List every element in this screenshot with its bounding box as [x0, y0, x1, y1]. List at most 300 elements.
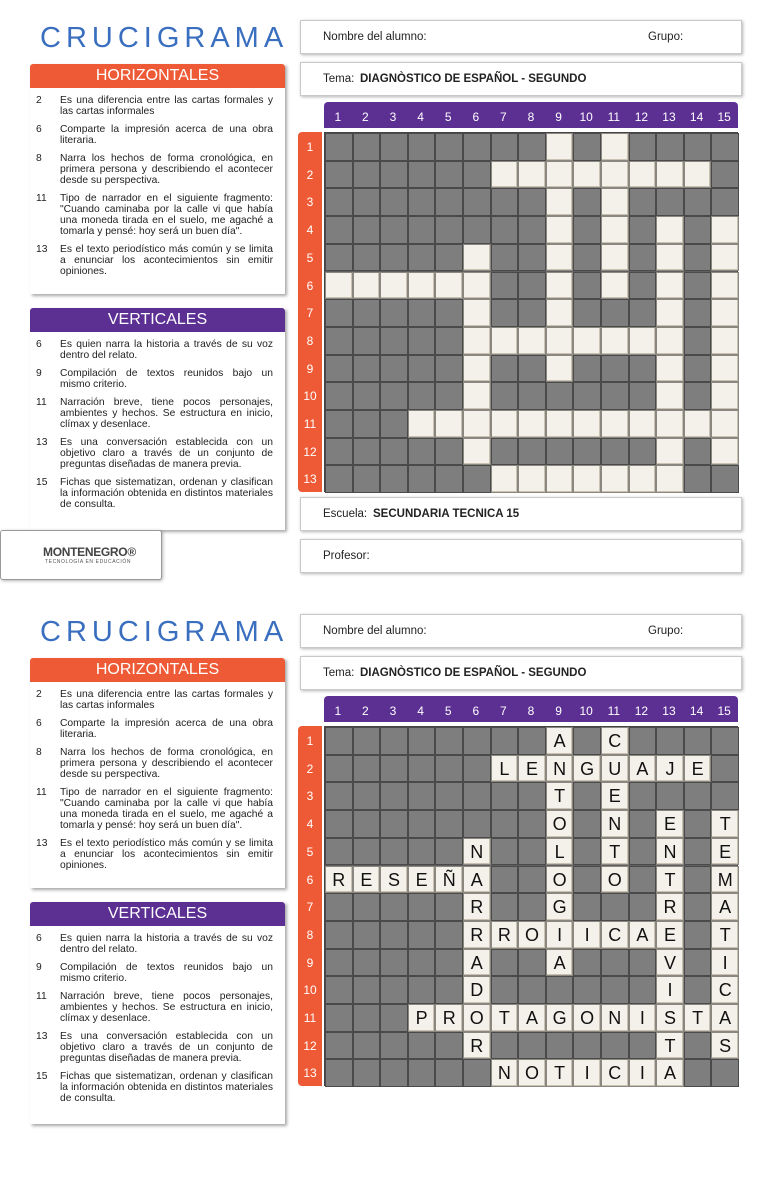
crossword-letter-cell [601, 727, 629, 755]
clue-text: Narración breve, tiene pocos personajes, ambientes y hechos. Se estructura en inicio, clímax y desenlace. [60, 397, 273, 430]
crossword-letter-cell[interactable] [656, 216, 684, 244]
crossword-letter-cell [601, 838, 629, 866]
crossword-blocked-cell [684, 782, 712, 810]
crossword-letter-cell[interactable] [491, 465, 519, 493]
crossword-blocked-cell [629, 949, 657, 977]
crossword-letter-cell[interactable] [546, 188, 574, 216]
crossword-letter-cell[interactable] [656, 355, 684, 383]
row-number: 12 [303, 444, 317, 459]
crossword-letter-cell[interactable] [546, 410, 574, 438]
row-number: 8 [306, 333, 314, 348]
crossword-blocked-cell [408, 810, 436, 838]
crossword-letter-cell[interactable] [518, 465, 546, 493]
crossword-blocked-cell [380, 1004, 408, 1032]
clue-item [34, 933, 273, 955]
crossword-letter: L [499, 758, 510, 779]
crossword-blocked-cell [711, 782, 739, 810]
crossword-letter-cell [601, 782, 629, 810]
column-number: 14 [689, 110, 704, 124]
column-number: 7 [500, 704, 507, 718]
crossword-letter-cell[interactable] [463, 355, 491, 383]
column-numbers [324, 696, 738, 722]
crossword-letter-cell[interactable] [711, 355, 739, 383]
crossword-letter-cell[interactable] [546, 244, 574, 272]
crossword-letter-cell[interactable] [601, 244, 629, 272]
crossword-letter-cell[interactable] [573, 327, 601, 355]
crossword-blocked-cell [491, 782, 519, 810]
crossword-letter-cell [546, 810, 574, 838]
crossword-letter-cell[interactable] [463, 299, 491, 327]
crossword-letter-cell [463, 949, 491, 977]
crossword-blocked-cell [325, 438, 353, 466]
clue-text: Es quien narra la historia a través de su voz dentro del relato. [60, 933, 273, 955]
crossword-letter-cell [573, 755, 601, 783]
row-number: 12 [303, 1038, 317, 1053]
crossword-letter-cell[interactable] [684, 161, 712, 189]
crossword-blocked-cell [684, 216, 712, 244]
crossword-blocked-cell [325, 382, 353, 410]
teacher-field[interactable] [300, 539, 742, 573]
crossword-letter-cell[interactable] [629, 410, 657, 438]
crossword-blocked-cell [546, 1032, 574, 1060]
clue-text: Compilación de textos reunidos bajo un mismo criterio. [60, 368, 273, 390]
crossword-letter-cell [629, 921, 657, 949]
crossword-blocked-cell [491, 976, 519, 1004]
crossword-letter: A [636, 758, 649, 779]
crossword-letter-cell[interactable] [684, 410, 712, 438]
crossword-blocked-cell [573, 810, 601, 838]
crossword-letter-cell[interactable] [491, 410, 519, 438]
crossword-blocked-cell [684, 272, 712, 300]
crossword-letter-cell [656, 976, 684, 1004]
crossword-letter-cell [463, 866, 491, 894]
crossword-blocked-cell [380, 244, 408, 272]
crossword-letter-cell [684, 755, 712, 783]
crossword-blocked-cell [491, 272, 519, 300]
crossword-blocked-cell [518, 866, 546, 894]
crossword-letter-cell [711, 976, 739, 1004]
crossword-blocked-cell [684, 188, 712, 216]
crossword-blocked-cell [408, 355, 436, 383]
crossword-blocked-cell [353, 782, 381, 810]
crossword-letter: A [663, 1063, 676, 1084]
clue-item [34, 689, 273, 711]
crossword-blocked-cell [629, 382, 657, 410]
clue-text: Fichas que sistematizan, ordenan y clasifican la información obtenida en distintos materiales de consulta. [60, 477, 273, 510]
crossword-blocked-cell [573, 866, 601, 894]
crossword-blocked-cell [325, 410, 353, 438]
crossword-letter-cell[interactable] [435, 410, 463, 438]
crossword-blocked-cell [573, 382, 601, 410]
clue-number: 6 [36, 933, 42, 944]
crossword-letter-cell[interactable] [573, 465, 601, 493]
crossword-blocked-cell [380, 216, 408, 244]
vertical-heading: VERTICALES [30, 902, 285, 926]
column-number: 1 [334, 704, 342, 718]
crossword-letter-cell [629, 755, 657, 783]
crossword-letter-cell[interactable] [656, 327, 684, 355]
crossword-blocked-cell [435, 727, 463, 755]
crossword-letter-cell[interactable] [518, 327, 546, 355]
crossword-letter-cell [711, 893, 739, 921]
row-number: 4 [306, 817, 314, 832]
crossword-blocked-cell [353, 161, 381, 189]
crossword-letter-cell [656, 810, 684, 838]
crossword-blocked-cell [380, 949, 408, 977]
crossword-blocked-cell [629, 782, 657, 810]
crossword-letter: N [608, 1008, 622, 1028]
column-number: 11 [607, 110, 621, 124]
crossword-letter-cell[interactable] [601, 216, 629, 244]
clue-item [34, 244, 273, 277]
crossword-letter-cell [463, 1004, 491, 1032]
crossword-grid [298, 102, 740, 492]
crossword-blocked-cell [353, 327, 381, 355]
row-number: 1 [306, 140, 314, 154]
crossword-blocked-cell [325, 465, 353, 493]
crossword-letter: E [691, 758, 704, 779]
crossword-blocked-cell [380, 410, 408, 438]
crossword-blocked-cell [463, 133, 491, 161]
crossword-letter-cell[interactable] [518, 161, 546, 189]
crossword-letter-cell [435, 1004, 463, 1032]
crossword-letter-cell[interactable] [408, 410, 436, 438]
crossword-blocked-cell [491, 866, 519, 894]
row-number: 3 [306, 789, 314, 804]
crossword-letter-cell[interactable] [656, 465, 684, 493]
crossword-letter-cell[interactable] [546, 327, 574, 355]
row-number: 5 [306, 844, 314, 859]
crossword-letter: T [719, 814, 731, 835]
crossword-letter-cell[interactable] [435, 272, 463, 300]
crossword-letter-cell[interactable] [491, 327, 519, 355]
crossword-blocked-cell [325, 133, 353, 161]
crossword-blocked-cell [408, 921, 436, 949]
clue-text: Es quien narra la historia a través de su voz dentro del relato. [60, 339, 273, 361]
crossword-letter: O [552, 814, 567, 835]
crossword-letter-cell[interactable] [656, 299, 684, 327]
crossword-letter-cell[interactable] [656, 410, 684, 438]
crossword-letter-cell[interactable] [711, 410, 739, 438]
crossword-letter-cell[interactable] [711, 299, 739, 327]
crossword-blocked-cell [684, 1059, 712, 1087]
crossword-letter-cell[interactable] [463, 382, 491, 410]
crossword-blocked-cell [408, 299, 436, 327]
crossword-letter: T [664, 869, 676, 890]
crossword-letter-cell [325, 866, 353, 894]
student-name-field[interactable] [300, 614, 742, 648]
crossword-letter: I [557, 924, 563, 945]
crossword-letter-cell[interactable] [629, 161, 657, 189]
crossword-blocked-cell [380, 465, 408, 493]
clue-text: Es una diferencia entre las cartas formales y las cartas informales [60, 689, 273, 711]
crossword-letter-cell[interactable] [656, 438, 684, 466]
crossword-blocked-cell [491, 188, 519, 216]
clue-text: Comparte la impresión acerca de una obra literaria. [60, 124, 273, 146]
column-number: 13 [662, 110, 676, 124]
crossword-letter-cell [684, 1004, 712, 1032]
crossword-letter-cell[interactable] [546, 133, 574, 161]
crossword-blocked-cell [353, 133, 381, 161]
crossword-letter-cell[interactable] [546, 161, 574, 189]
crossword-blocked-cell [408, 1032, 436, 1060]
crossword-blocked-cell [601, 382, 629, 410]
crossword-letter-cell [518, 1059, 546, 1087]
crossword-letter: R [663, 897, 677, 918]
row-number: 11 [303, 1011, 317, 1025]
crossword-letter-cell[interactable] [711, 244, 739, 272]
crossword-blocked-cell [518, 299, 546, 327]
topic-field [300, 62, 742, 96]
crossword-blocked-cell [325, 1032, 353, 1060]
crossword-blocked-cell [518, 355, 546, 383]
crossword-letter-cell[interactable] [463, 410, 491, 438]
crossword-letter-cell[interactable] [546, 216, 574, 244]
crossword-letter: I [639, 1008, 645, 1028]
crossword-blocked-cell [601, 893, 629, 921]
column-number: 7 [500, 110, 507, 124]
crossword-blocked-cell [684, 244, 712, 272]
crossword-blocked-cell [491, 438, 519, 466]
crossword-blocked-cell [325, 355, 353, 383]
crossword-letter-cell[interactable] [711, 216, 739, 244]
crossword-letter-cell[interactable] [380, 272, 408, 300]
crossword-blocked-cell [325, 1004, 353, 1032]
crossword-letter-cell[interactable] [546, 355, 574, 383]
crossword-letter-cell [573, 921, 601, 949]
row-number: 7 [306, 306, 314, 321]
crossword-letter-cell[interactable] [656, 244, 684, 272]
crossword-letter: L [554, 841, 565, 862]
crossword-letter: R [470, 897, 484, 918]
crossword-blocked-cell [353, 976, 381, 1004]
crossword-blocked-cell [463, 465, 491, 493]
crossword-letter-cell [408, 866, 436, 894]
crossword-blocked-cell [463, 161, 491, 189]
student-name-field[interactable] [300, 20, 742, 54]
topic-label: Tema: [323, 667, 355, 679]
crossword-blocked-cell [353, 438, 381, 466]
crossword-blocked-cell [518, 216, 546, 244]
clue-text: Es el texto periodístico más común y se limita a enunciar los acontecimientos sin emitir opiniones. [60, 244, 273, 277]
crossword-blocked-cell [491, 299, 519, 327]
clue-number: 11 [36, 193, 47, 204]
crossword-letter-cell[interactable] [463, 272, 491, 300]
crossword-letter-cell[interactable] [546, 465, 574, 493]
crossword-letter-cell [711, 949, 739, 977]
crossword-blocked-cell [684, 866, 712, 894]
crossword-blocked-cell [491, 949, 519, 977]
crossword-blocked-cell [408, 755, 436, 783]
crossword-letter-cell[interactable] [353, 272, 381, 300]
crossword-letter: O [469, 1008, 484, 1028]
crossword-letter-cell[interactable] [325, 272, 353, 300]
clue-text: Comparte la impresión acerca de una obra literaria. [60, 718, 273, 740]
crossword-letter: R [470, 924, 484, 945]
school-label: Escuela: [323, 508, 368, 520]
crossword-blocked-cell [463, 1059, 491, 1087]
crossword-blocked-cell [656, 188, 684, 216]
crossword-letter-cell[interactable] [601, 188, 629, 216]
row-number: 2 [306, 167, 314, 182]
column-number: 2 [362, 110, 369, 124]
crossword-letter-cell[interactable] [601, 327, 629, 355]
crossword-blocked-cell [656, 782, 684, 810]
row-number: 2 [306, 761, 314, 776]
crossword-letter-cell [546, 866, 574, 894]
crossword-letter: V [663, 952, 676, 973]
crossword-letter-cell[interactable] [656, 161, 684, 189]
crossword-letter-cell[interactable] [601, 133, 629, 161]
crossword-letter-cell[interactable] [408, 272, 436, 300]
crossword-blocked-cell [353, 410, 381, 438]
crossword-blocked-cell [380, 299, 408, 327]
crossword-letter: T [719, 924, 731, 945]
crossword-blocked-cell [711, 188, 739, 216]
crossword-letter: A [553, 731, 566, 751]
crossword-letter-cell [656, 1004, 684, 1032]
clue-item [34, 124, 273, 146]
crossword-blocked-cell [601, 1032, 629, 1060]
clue-number: 6 [36, 339, 42, 350]
crossword-letter-cell[interactable] [546, 272, 574, 300]
crossword-letter-cell [656, 893, 684, 921]
crossword-blocked-cell [408, 1059, 436, 1087]
crossword-letter-cell[interactable] [656, 382, 684, 410]
crossword-letter: E [663, 814, 676, 835]
crossword-blocked-cell [684, 921, 712, 949]
crossword-blocked-cell [435, 838, 463, 866]
crossword-letter-cell[interactable] [711, 272, 739, 300]
crossword-letter: E [360, 869, 373, 890]
crossword-blocked-cell [353, 838, 381, 866]
crossword-blocked-cell [546, 382, 574, 410]
crossword-blocked-cell [518, 438, 546, 466]
clue-item [34, 718, 273, 740]
crossword-blocked-cell [518, 727, 546, 755]
clue-item [34, 962, 273, 984]
crossword-letter-cell[interactable] [518, 410, 546, 438]
crossword-blocked-cell [629, 355, 657, 383]
clue-number: 2 [36, 95, 42, 106]
crossword-letter-cell[interactable] [546, 299, 574, 327]
crossword-letter-cell[interactable] [463, 327, 491, 355]
crossword-letter-cell[interactable] [463, 244, 491, 272]
clue-number: 15 [36, 477, 48, 488]
crossword-blocked-cell [435, 465, 463, 493]
topic-value: DIAGNÒSTICO DE ESPAÑOL - SEGUNDO [360, 73, 587, 85]
crossword-letter-cell [711, 866, 739, 894]
crossword-letter: A [719, 897, 732, 918]
crossword-blocked-cell [380, 355, 408, 383]
crossword-blocked-cell [684, 299, 712, 327]
crossword-blocked-cell [711, 161, 739, 189]
crossword-letter-cell[interactable] [491, 161, 519, 189]
crossword-blocked-cell [408, 949, 436, 977]
column-number: 8 [527, 110, 535, 124]
crossword-letter: I [722, 952, 728, 973]
crossword-letter-cell [463, 838, 491, 866]
crossword-letter-cell[interactable] [711, 438, 739, 466]
clue-item [34, 397, 273, 430]
crossword-letter: A [719, 1008, 732, 1028]
crossword-letter: E [608, 786, 621, 807]
crossword-blocked-cell [325, 782, 353, 810]
clue-text: Narra los hechos de forma cronológica, en primera persona y describiendo el acontecer desde su perspectiva. [60, 153, 273, 186]
clue-number: 11 [36, 397, 47, 408]
crossword-letter-cell [546, 782, 574, 810]
topic-value: DIAGNÒSTICO DE ESPAÑOL - SEGUNDO [360, 667, 587, 679]
crossword-blocked-cell [601, 976, 629, 1004]
crossword-blocked-cell [353, 465, 381, 493]
crossword-letter-cell[interactable] [711, 327, 739, 355]
crossword-blocked-cell [573, 244, 601, 272]
crossword-blocked-cell [380, 327, 408, 355]
crossword-blocked-cell [353, 949, 381, 977]
crossword-letter: O [524, 1063, 539, 1084]
crossword-blocked-cell [380, 893, 408, 921]
crossword-letter-cell [629, 1004, 657, 1032]
crossword-letter: E [719, 841, 732, 862]
crossword-letter-cell[interactable] [711, 382, 739, 410]
crossword-letter-cell[interactable] [463, 438, 491, 466]
crossword-letter: Ñ [442, 869, 456, 890]
crossword-letter-cell[interactable] [601, 272, 629, 300]
crossword-blocked-cell [573, 355, 601, 383]
row-number: 6 [306, 872, 314, 887]
row-numbers [298, 132, 322, 492]
clue-item [34, 339, 273, 361]
column-number: 4 [417, 704, 424, 718]
crossword-blocked-cell [380, 161, 408, 189]
column-number: 12 [634, 110, 649, 124]
crossword-letter-cell[interactable] [601, 410, 629, 438]
crossword-blocked-cell [353, 727, 381, 755]
crossword-letter-cell[interactable] [629, 465, 657, 493]
crossword-letter-cell[interactable] [629, 327, 657, 355]
crossword-letter-cell[interactable] [573, 410, 601, 438]
crossword-blocked-cell [684, 949, 712, 977]
crossword-letter: O [552, 869, 567, 890]
crossword-letter: N [497, 1063, 511, 1084]
crossword-blocked-cell [684, 355, 712, 383]
crossword-blocked-cell [325, 838, 353, 866]
crossword-blocked-cell [573, 727, 601, 755]
crossword-letter-cell [656, 949, 684, 977]
crossword-blocked-cell [491, 133, 519, 161]
column-number: 13 [662, 704, 676, 718]
horizontal-clues-panel [30, 64, 285, 294]
crossword-letter: C [718, 980, 732, 1001]
crossword-letter-cell[interactable] [601, 465, 629, 493]
crossword-blocked-cell [325, 299, 353, 327]
crossword-blocked-cell [629, 810, 657, 838]
crossword-letter: R [332, 869, 346, 890]
clue-text: Tipo de narrador en el siguiente fragmento: "Cuando caminaba por la calle vi que había una moneda tirada en el suelo, me agaché a tomarla y pensé: hoy será un buen día". [60, 787, 273, 831]
crossword-letter: E [525, 758, 538, 779]
crossword-letter-cell [546, 949, 574, 977]
crossword-letter: T [554, 1063, 566, 1084]
crossword-blocked-cell [518, 893, 546, 921]
crossword-letter-cell[interactable] [573, 161, 601, 189]
crossword-letter-cell[interactable] [656, 272, 684, 300]
crossword-letter-cell[interactable] [601, 161, 629, 189]
crossword-letter: S [387, 869, 400, 890]
student-name-label: Nombre del alumno: [323, 31, 427, 43]
vertical-clues-panel [30, 308, 285, 530]
crossword-blocked-cell [546, 976, 574, 1004]
crossword-blocked-cell [518, 810, 546, 838]
